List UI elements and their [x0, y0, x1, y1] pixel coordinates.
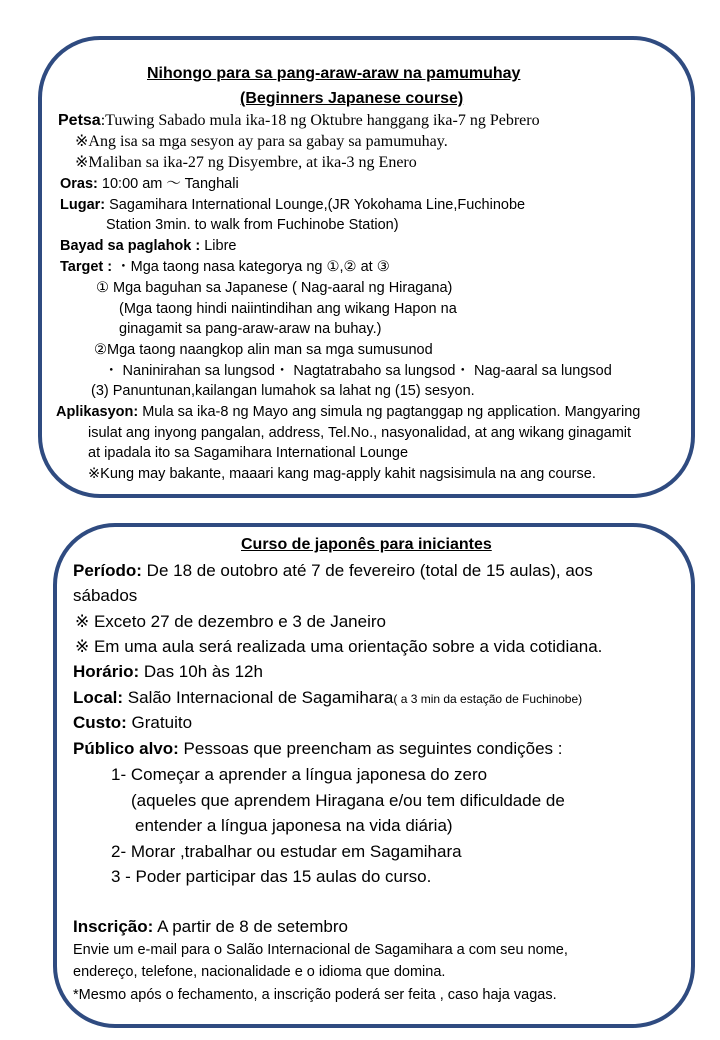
- period-line: [73, 562, 593, 579]
- cost-value: Gratuito: [126, 713, 193, 732]
- portuguese-title: Curso de japonês para iniciantes: [241, 536, 492, 553]
- target-line: [60, 260, 390, 275]
- tagalog-note-1: ※Ang isa sa mga sesyon ay para sa gabay sa pamumuhay.: [75, 133, 448, 150]
- date-line: [58, 113, 540, 129]
- condition-1: 1- Começar a aprender a língua japonesa do zero: [111, 765, 488, 784]
- time-value: 10:00 am ～ Tanghali: [97, 176, 239, 192]
- target-1: ① Mga baguhan sa Japanese ( Nag-aaral ng Hiragana): [96, 280, 453, 296]
- registration-text-2: endereço, telefone, nacionalidade e o idioma que domina.: [73, 964, 446, 980]
- target-value: ・Mga taong nasa kategorya ng ①,② at ③: [112, 259, 390, 275]
- date-value: :Tuwing Sabado mula ika-18 ng Oktubre hanggang ika-7 ng Pebrero: [100, 112, 540, 129]
- condition-1a: (aqueles que aprendem Hiragana e/ou tem dificuldade de: [131, 791, 565, 810]
- registration-line: [73, 918, 348, 935]
- condition-3: 3 - Poder participar das 15 aulas do curso.: [111, 867, 432, 886]
- fee-line: [60, 239, 237, 254]
- registration-value: A partir de 8 de setembro: [153, 917, 348, 936]
- tagalog-note-2: ※Maliban sa ika-27 ng Disyembre, at ika-3 ng Enero: [75, 154, 417, 171]
- target-2a: ・ Naninirahan sa lungsod・ Nagtatrabaho sa lungsod・ Nag-aaral sa lungsod: [104, 363, 612, 379]
- fee-value: Libre: [200, 238, 237, 254]
- fee-label: Bayad sa paglahok :: [60, 238, 201, 254]
- target-3: (3) Panuntunan,kailangan lumahok sa lahat ng (15) sesyon.: [91, 383, 475, 399]
- schedule-label: Horário:: [73, 662, 140, 681]
- cost-label: Custo:: [73, 713, 127, 732]
- date-label: Petsa: [58, 112, 101, 129]
- application-line: [56, 405, 640, 420]
- schedule-value: Das 10h às 12h: [139, 662, 263, 681]
- place-line-2: Station 3min. to walk from Fuchinobe Station): [106, 217, 399, 233]
- tagalog-title: Nihongo para sa pang-araw-araw na pamumuhay: [147, 65, 521, 82]
- application-value: Mula sa ika-8 ng Mayo ang simula ng pagtanggap ng application. Mangyaring: [138, 404, 641, 420]
- audience-label: Público alvo:: [73, 739, 179, 758]
- schedule-line: [73, 663, 263, 680]
- time-label: Oras:: [60, 176, 98, 192]
- target-2: ②Mga taong naangkop alin man sa mga sumusunod: [94, 342, 433, 358]
- condition-2: 2- Morar ,trabalhar ou estudar em Sagamihara: [111, 842, 462, 861]
- location-label: Local:: [73, 688, 124, 707]
- tagalog-subtitle: (Beginners Japanese course): [240, 90, 464, 107]
- registration-text-3: *Mesmo após o fechamento, a inscrição poderá ser feita , caso haja vagas.: [73, 987, 557, 1003]
- period-label: Período:: [73, 561, 142, 580]
- registration-text-1: Envie um e-mail para o Salão Internacional de Sagamihara a com seu nome,: [73, 942, 568, 958]
- location-value: Salão Internacional de Sagamihara: [123, 688, 394, 707]
- place-line: [60, 198, 525, 213]
- time-line: [60, 177, 239, 192]
- period-value: De 18 de outobro até 7 de fevereiro (total de 15 aulas), aos: [141, 561, 593, 580]
- portuguese-note-2: ※ Em uma aula será realizada uma orientação sobre a vida cotidiana.: [75, 637, 603, 656]
- application-note: ※Kung may bakante, maaari kang mag-apply kahit nagsisimula na ang course.: [88, 466, 596, 482]
- application-label: Aplikasyon:: [56, 404, 139, 420]
- audience-value: Pessoas que preencham as seguintes condições :: [178, 739, 563, 758]
- target-label: Target :: [60, 259, 113, 275]
- condition-1b: entender a língua japonesa na vida diária): [135, 816, 453, 835]
- cost-line: [73, 714, 192, 731]
- target-1b: ginagamit sa pang-araw-araw na buhay.): [119, 321, 382, 337]
- application-line-3: at ipadala ito sa Sagamihara International Lounge: [88, 445, 409, 461]
- location-note: ( a 3 min da estação de Fuchinobe): [393, 692, 583, 706]
- target-1a: (Mga taong hindi naiintindihan ang wikang Hapon na: [119, 301, 457, 317]
- place-label: Lugar:: [60, 197, 106, 213]
- registration-label: Inscrição:: [73, 917, 154, 936]
- place-value: Sagamihara International Lounge,(JR Yokohama Line,Fuchinobe: [105, 197, 526, 213]
- location-line: [73, 689, 582, 706]
- application-line-2: isulat ang inyong pangalan, address, Tel.No., nasyonalidad, at ang wikang ginagamit: [88, 425, 632, 441]
- period-line-2: sábados: [73, 586, 138, 605]
- audience-line: [73, 740, 562, 757]
- portuguese-note-1: ※ Exceto 27 de dezembro e 3 de Janeiro: [75, 612, 386, 631]
